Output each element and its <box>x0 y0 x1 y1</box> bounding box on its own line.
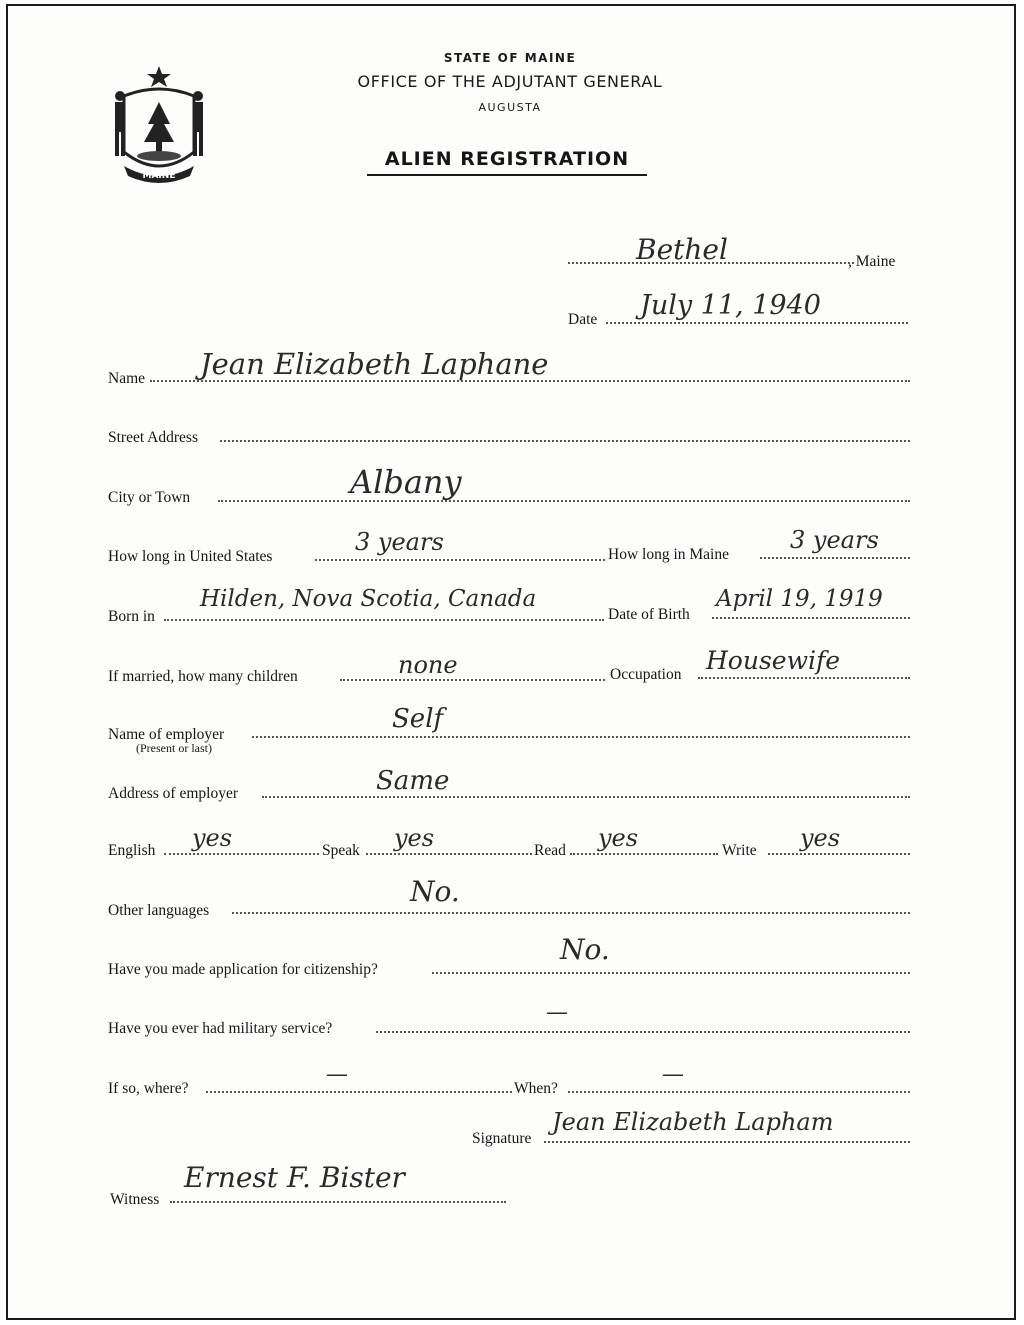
write-label: Write <box>722 842 757 859</box>
date-line <box>606 322 908 324</box>
read-value[interactable]: yes <box>598 824 639 852</box>
born-in-value[interactable]: Hilden, Nova Scotia, Canada <box>200 586 537 612</box>
state-heading: STATE OF MAINE <box>443 51 577 65</box>
dob-value[interactable]: April 19, 1919 <box>716 586 883 612</box>
employer-line <box>252 736 910 738</box>
children-label: If married, how many children <box>108 668 298 685</box>
signature-line <box>544 1141 910 1143</box>
occupation-value[interactable]: Housewife <box>706 646 841 675</box>
where-line <box>206 1091 512 1093</box>
english-line <box>164 853 319 855</box>
office-heading: OFFICE OF THE ADJUTANT GENERAL <box>357 72 663 91</box>
date-value[interactable]: July 11, 1940 <box>640 290 821 321</box>
write-value[interactable]: yes <box>800 824 841 852</box>
street-line <box>220 440 910 442</box>
employer-value[interactable]: Self <box>392 704 444 734</box>
signature-label: Signature <box>472 1130 532 1147</box>
dob-line <box>712 617 910 619</box>
speak-value[interactable]: yes <box>394 824 435 852</box>
how-long-maine-value[interactable]: 3 years <box>790 526 879 554</box>
witness-label: Witness <box>110 1191 160 1208</box>
witness-value[interactable]: Ernest F. Bister <box>184 1161 405 1194</box>
children-line <box>340 679 605 681</box>
maine-label: , Maine <box>848 253 896 270</box>
where-label: If so, where? <box>108 1080 189 1097</box>
how-long-maine-line <box>760 557 910 559</box>
name-label: Name <box>108 370 146 387</box>
other-languages-value[interactable]: No. <box>410 875 460 908</box>
speak-line <box>366 853 532 855</box>
name-value[interactable]: Jean Elizabeth Laphane <box>200 347 549 381</box>
read-label: Read <box>534 842 566 859</box>
how-long-maine-label: How long in Maine <box>608 546 729 563</box>
city-town-value[interactable]: Albany <box>350 463 462 501</box>
english-value[interactable]: yes <box>192 824 233 852</box>
employer-address-line <box>262 796 910 798</box>
date-label: Date <box>568 311 598 328</box>
military-label: Have you ever had military service? <box>108 1020 333 1037</box>
when-value[interactable]: — <box>662 1062 684 1087</box>
occupation-label: Occupation <box>610 666 682 683</box>
born-in-line <box>164 619 604 621</box>
read-line <box>570 853 718 855</box>
city-heading: AUGUSTA <box>478 101 542 114</box>
dob-label: Date of Birth <box>608 606 690 623</box>
employer-address-value[interactable]: Same <box>376 766 450 796</box>
english-label: English <box>108 842 156 859</box>
how-long-us-line <box>315 559 605 561</box>
military-line <box>376 1031 910 1033</box>
citizenship-label: Have you made application for citizenship? <box>108 961 378 978</box>
citizenship-value[interactable]: No. <box>560 933 610 966</box>
how-long-us-value[interactable]: 3 years <box>355 528 444 556</box>
how-long-us-label: How long in United States <box>108 548 273 565</box>
other-languages-line <box>232 912 910 914</box>
where-value[interactable]: — <box>326 1062 348 1087</box>
employer-label: Name of employer <box>108 726 225 743</box>
signature-value[interactable]: Jean Elizabeth Lapham <box>552 1108 834 1136</box>
street-label: Street Address <box>108 429 198 446</box>
form-title: ALIEN REGISTRATION <box>367 148 647 176</box>
occupation-line <box>698 677 910 679</box>
town-value[interactable]: Bethel <box>636 233 728 266</box>
write-line <box>768 853 910 855</box>
citizenship-line <box>432 972 910 974</box>
witness-line <box>170 1201 506 1203</box>
employer-address-label: Address of employer <box>108 785 238 802</box>
when-label: When? <box>514 1080 558 1097</box>
speak-label: Speak <box>322 842 360 859</box>
city-town-label: City or Town <box>108 489 191 506</box>
born-in-label: Born in <box>108 608 155 625</box>
other-languages-label: Other languages <box>108 902 210 919</box>
city-town-line <box>218 500 910 502</box>
military-value[interactable]: — <box>546 1000 568 1025</box>
maine-state-seal <box>104 62 214 186</box>
registration-form <box>6 4 1016 1320</box>
children-value[interactable]: none <box>398 651 458 679</box>
seal-label: MAINE <box>142 171 176 181</box>
employer-sublabel: (Present or last) <box>136 741 212 755</box>
when-line <box>568 1091 910 1093</box>
